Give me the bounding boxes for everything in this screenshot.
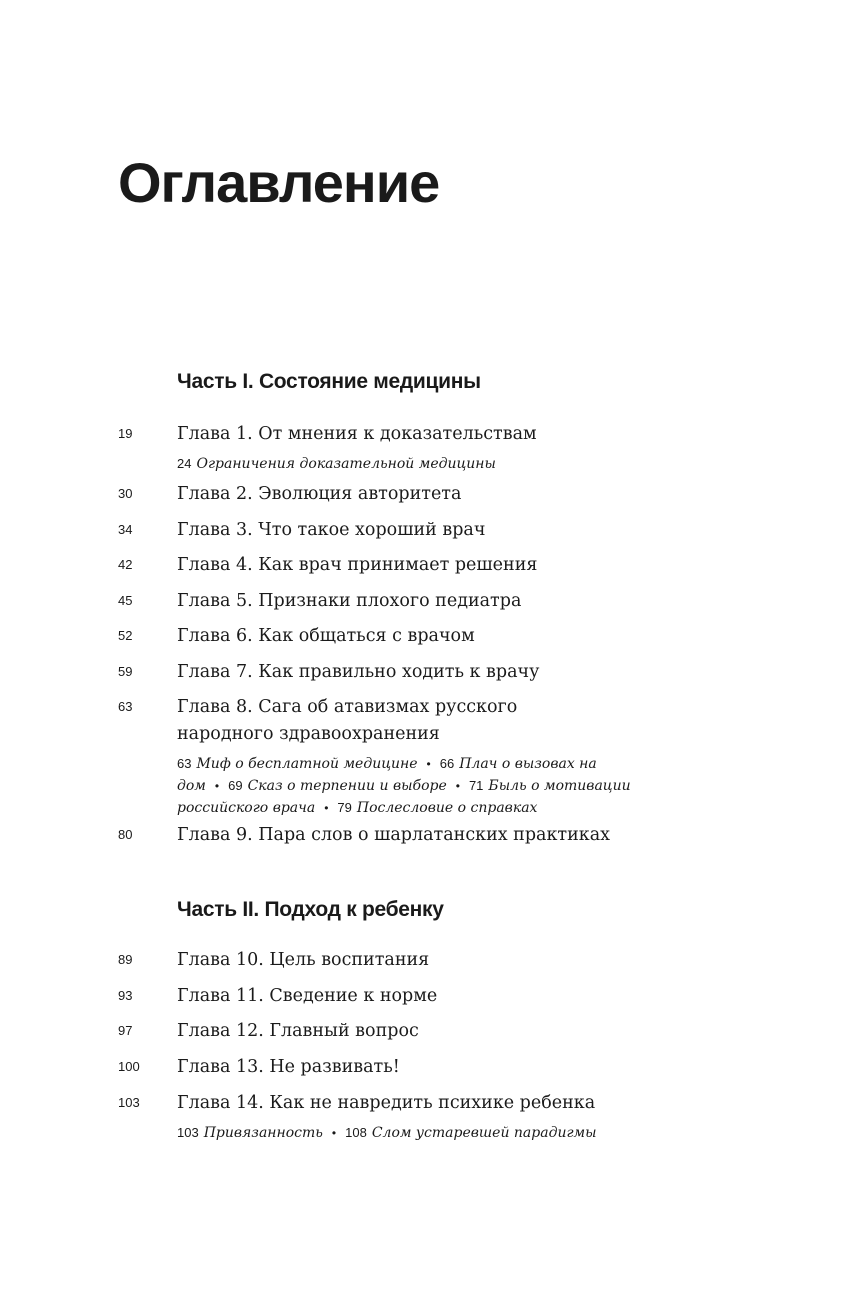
part-title-2: Часть II. Подход к ребенку xyxy=(177,898,444,921)
chapter-title: Глава 9. Пара слов о шарлатанских практиках xyxy=(177,825,610,845)
page-number: 63 xyxy=(118,699,133,714)
page-number: 45 xyxy=(118,593,133,608)
page-number: 52 xyxy=(118,628,133,643)
subsection-page-number: 108 xyxy=(345,1125,367,1140)
chapter-title: Глава 14. Как не навредить психике ребенка xyxy=(177,1093,596,1113)
subsection-page-number: 71 xyxy=(468,778,484,793)
page-number: 80 xyxy=(118,827,133,842)
page-number: 34 xyxy=(118,522,133,537)
part-title-1: Часть I. Состояние медицины xyxy=(177,370,481,393)
subsection-title[interactable]: Сказ о терпении и выборе xyxy=(247,778,447,794)
subsection-page-number: 69 xyxy=(228,778,243,793)
subsection-page-number: 66 xyxy=(439,756,455,771)
subsection-title[interactable]: Ограничения доказательной медицины xyxy=(196,456,496,472)
subsection-title[interactable]: Привязанность xyxy=(203,1125,323,1141)
subsection-title[interactable]: Быль о мотивации российского врача xyxy=(177,778,631,816)
chapter-title: Глава 12. Главный вопрос xyxy=(177,1021,419,1041)
bullet-separator: • xyxy=(214,779,220,793)
chapter-title: Глава 1. От мнения к доказательствам xyxy=(177,424,537,444)
chapter-title: Глава 5. Признаки плохого педиатра xyxy=(177,591,522,611)
page-number: 30 xyxy=(118,486,133,501)
page-number: 97 xyxy=(118,1023,133,1038)
page-number: 93 xyxy=(118,988,133,1003)
subsection-page-number: 79 xyxy=(337,800,352,815)
chapter-title: Глава 7. Как правильно ходить к врачу xyxy=(177,662,540,682)
subsection-page-number: 24 xyxy=(177,456,192,471)
chapter-title: Глава 11. Сведение к норме xyxy=(177,986,438,1006)
chapter-title: Глава 13. Не развивать! xyxy=(177,1057,400,1077)
page-title: Оглавление xyxy=(118,151,440,214)
chapter-title: Глава 3. Что такое хороший врач xyxy=(177,520,486,540)
chapter-title: Глава 6. Как общаться с врачом xyxy=(177,626,475,646)
bullet-separator: • xyxy=(455,779,460,793)
subsection-title[interactable]: Слом устаревшей парадигмы xyxy=(371,1125,597,1141)
subsection-page-number: 63 xyxy=(177,756,192,771)
bullet-separator: • xyxy=(426,757,431,771)
subsection-title[interactable]: Миф о бесплатной медицине xyxy=(196,756,418,772)
subsection-list-chapter-1 xyxy=(177,453,697,475)
bullet-separator: • xyxy=(331,1126,337,1140)
chapter-title: Глава 10. Цель воспитания xyxy=(177,950,430,970)
subsection-title[interactable]: Послесловие о справках xyxy=(356,800,538,816)
subsection-page-number: 103 xyxy=(177,1125,199,1140)
page-number: 89 xyxy=(118,952,133,967)
chapter-title: Глава 4. Как врач принимает решения xyxy=(177,555,538,575)
page-number: 100 xyxy=(118,1059,140,1074)
subsection-title[interactable]: Плач о вызовах на дом xyxy=(177,756,597,794)
subsection-list-chapter-8 xyxy=(177,753,677,819)
page-number: 103 xyxy=(118,1095,140,1110)
page-number: 42 xyxy=(118,557,133,572)
chapter-title: Глава 8. Сага об атавизмах русского народного здравоохранения xyxy=(177,697,518,744)
bullet-separator: • xyxy=(324,801,329,815)
chapter-title: Глава 2. Эволюция авторитета xyxy=(177,484,462,504)
page-number: 19 xyxy=(118,426,133,441)
subsection-list-chapter-14 xyxy=(177,1122,697,1144)
page-number: 59 xyxy=(118,664,133,679)
